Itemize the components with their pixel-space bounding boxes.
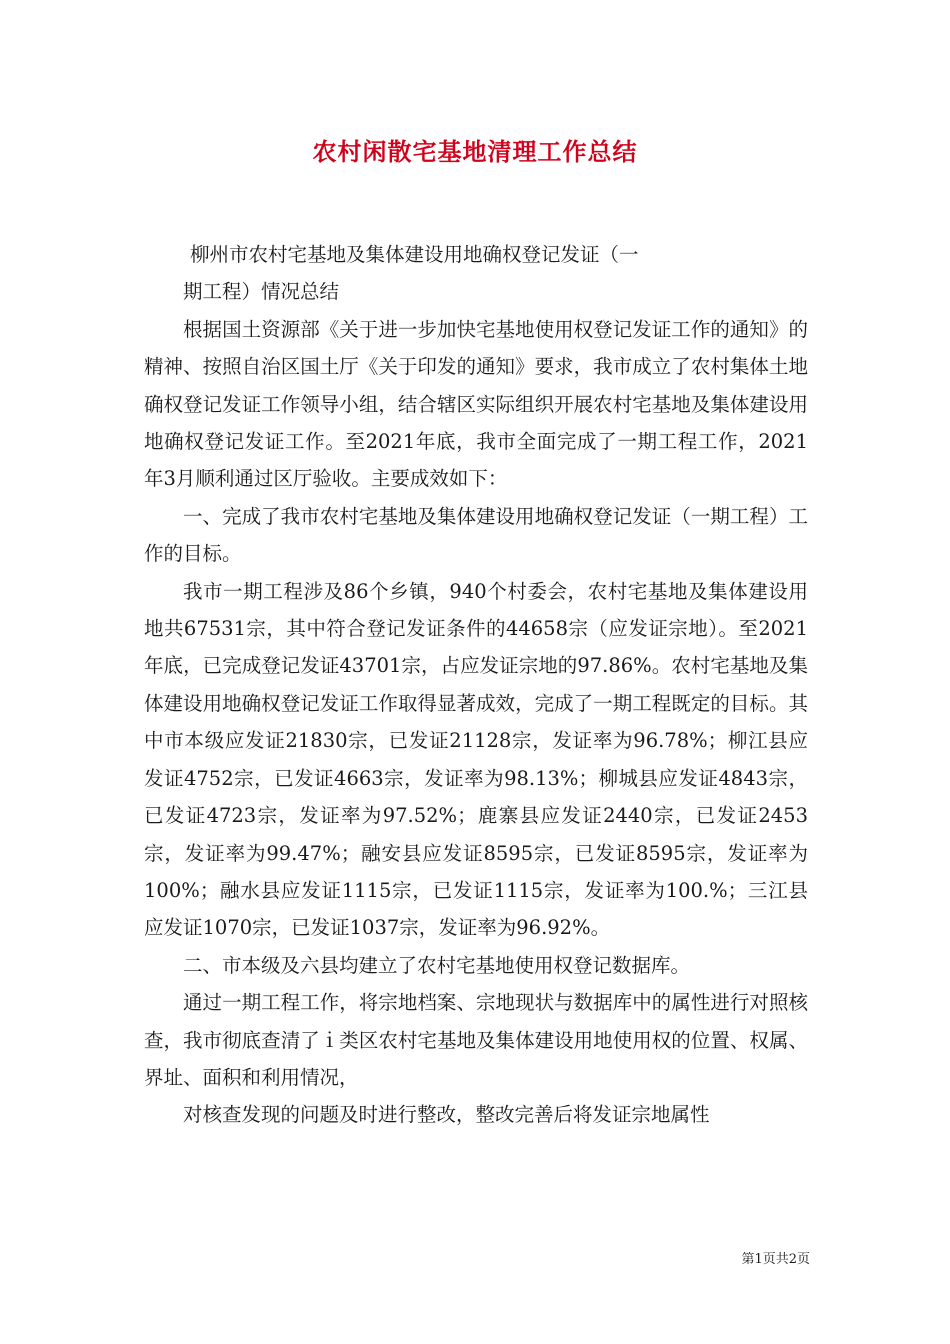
document-title: 农村闲散宅基地清理工作总结: [312, 137, 638, 166]
subtitle-line-2: 期工程）情况总结: [183, 280, 340, 304]
document-body: [144, 236, 808, 1134]
paragraph-intro: 根据国土资源部《关于进一步加快宅基地使用权登记发证工作的通知》的精神、按照自治区国土厅《关于印发的通知》要求，我市成立了农村集体土地确权登记发证工作领导小组，结合辖区实际组织开展农村宅基地及集体建设用地确权登记发证工作。至2021年底，我市全面完成了一期工程工作，2021年3月顺利通过区厅验收。主要成效如下：: [144, 317, 808, 491]
subtitle-line-1: 柳州市农村宅基地及集体建设用地确权登记发证（一: [190, 243, 639, 266]
paragraph-heading-2: 二、市本级及六县均建立了农村宅基地使用权登记数据库。: [183, 953, 691, 977]
paragraph-statistics: 我市一期工程涉及86个乡镇，940个村委会，农村宅基地及集体建设用地共67531宗，其中符合登记发证条件的44658宗（应发证宗地）。至2021年底，已完成登记发证43701宗，占应发证宗地的97.86%。农村宅基地及集体建设用地确权登记发证工作取得显著成效，完成了一期工程既定的目标。其中市本级应发证21830宗，已发证21128宗，发证率为96.78%；柳江县应发证4752宗，已发证4663宗，发证率为98.13%；柳城县应发证4843宗，已发证4723宗，发证率为97.52%；鹿寨县应发证2440宗，已发证2453宗，发证率为99.47%；融安县应发证8595宗，已发证8595宗，发证率为100%；融水县应发证1115宗，已发证1115宗，发证率为100.%；三江县应发证1070宗，已发证1037宗，发证率为96.92%。: [144, 579, 808, 940]
page-number: 第1页共2页: [741, 1252, 810, 1267]
paragraph-verification: 通过一期工程工作，将宗地档案、宗地现状与数据库中的属性进行对照核查，我市彻底查清了ｉ类区农村宅基地及集体建设用地使用权的位置、权属、界址、面积和利用情况，: [144, 991, 808, 1089]
paragraph-rectification: 对核查发现的问题及时进行整改，整改完善后将发证宗地属性: [183, 1103, 710, 1127]
paragraph-heading-1: 一、完成了我市农村宅基地及集体建设用地确权登记发证（一期工程）工作的目标。: [144, 504, 808, 566]
